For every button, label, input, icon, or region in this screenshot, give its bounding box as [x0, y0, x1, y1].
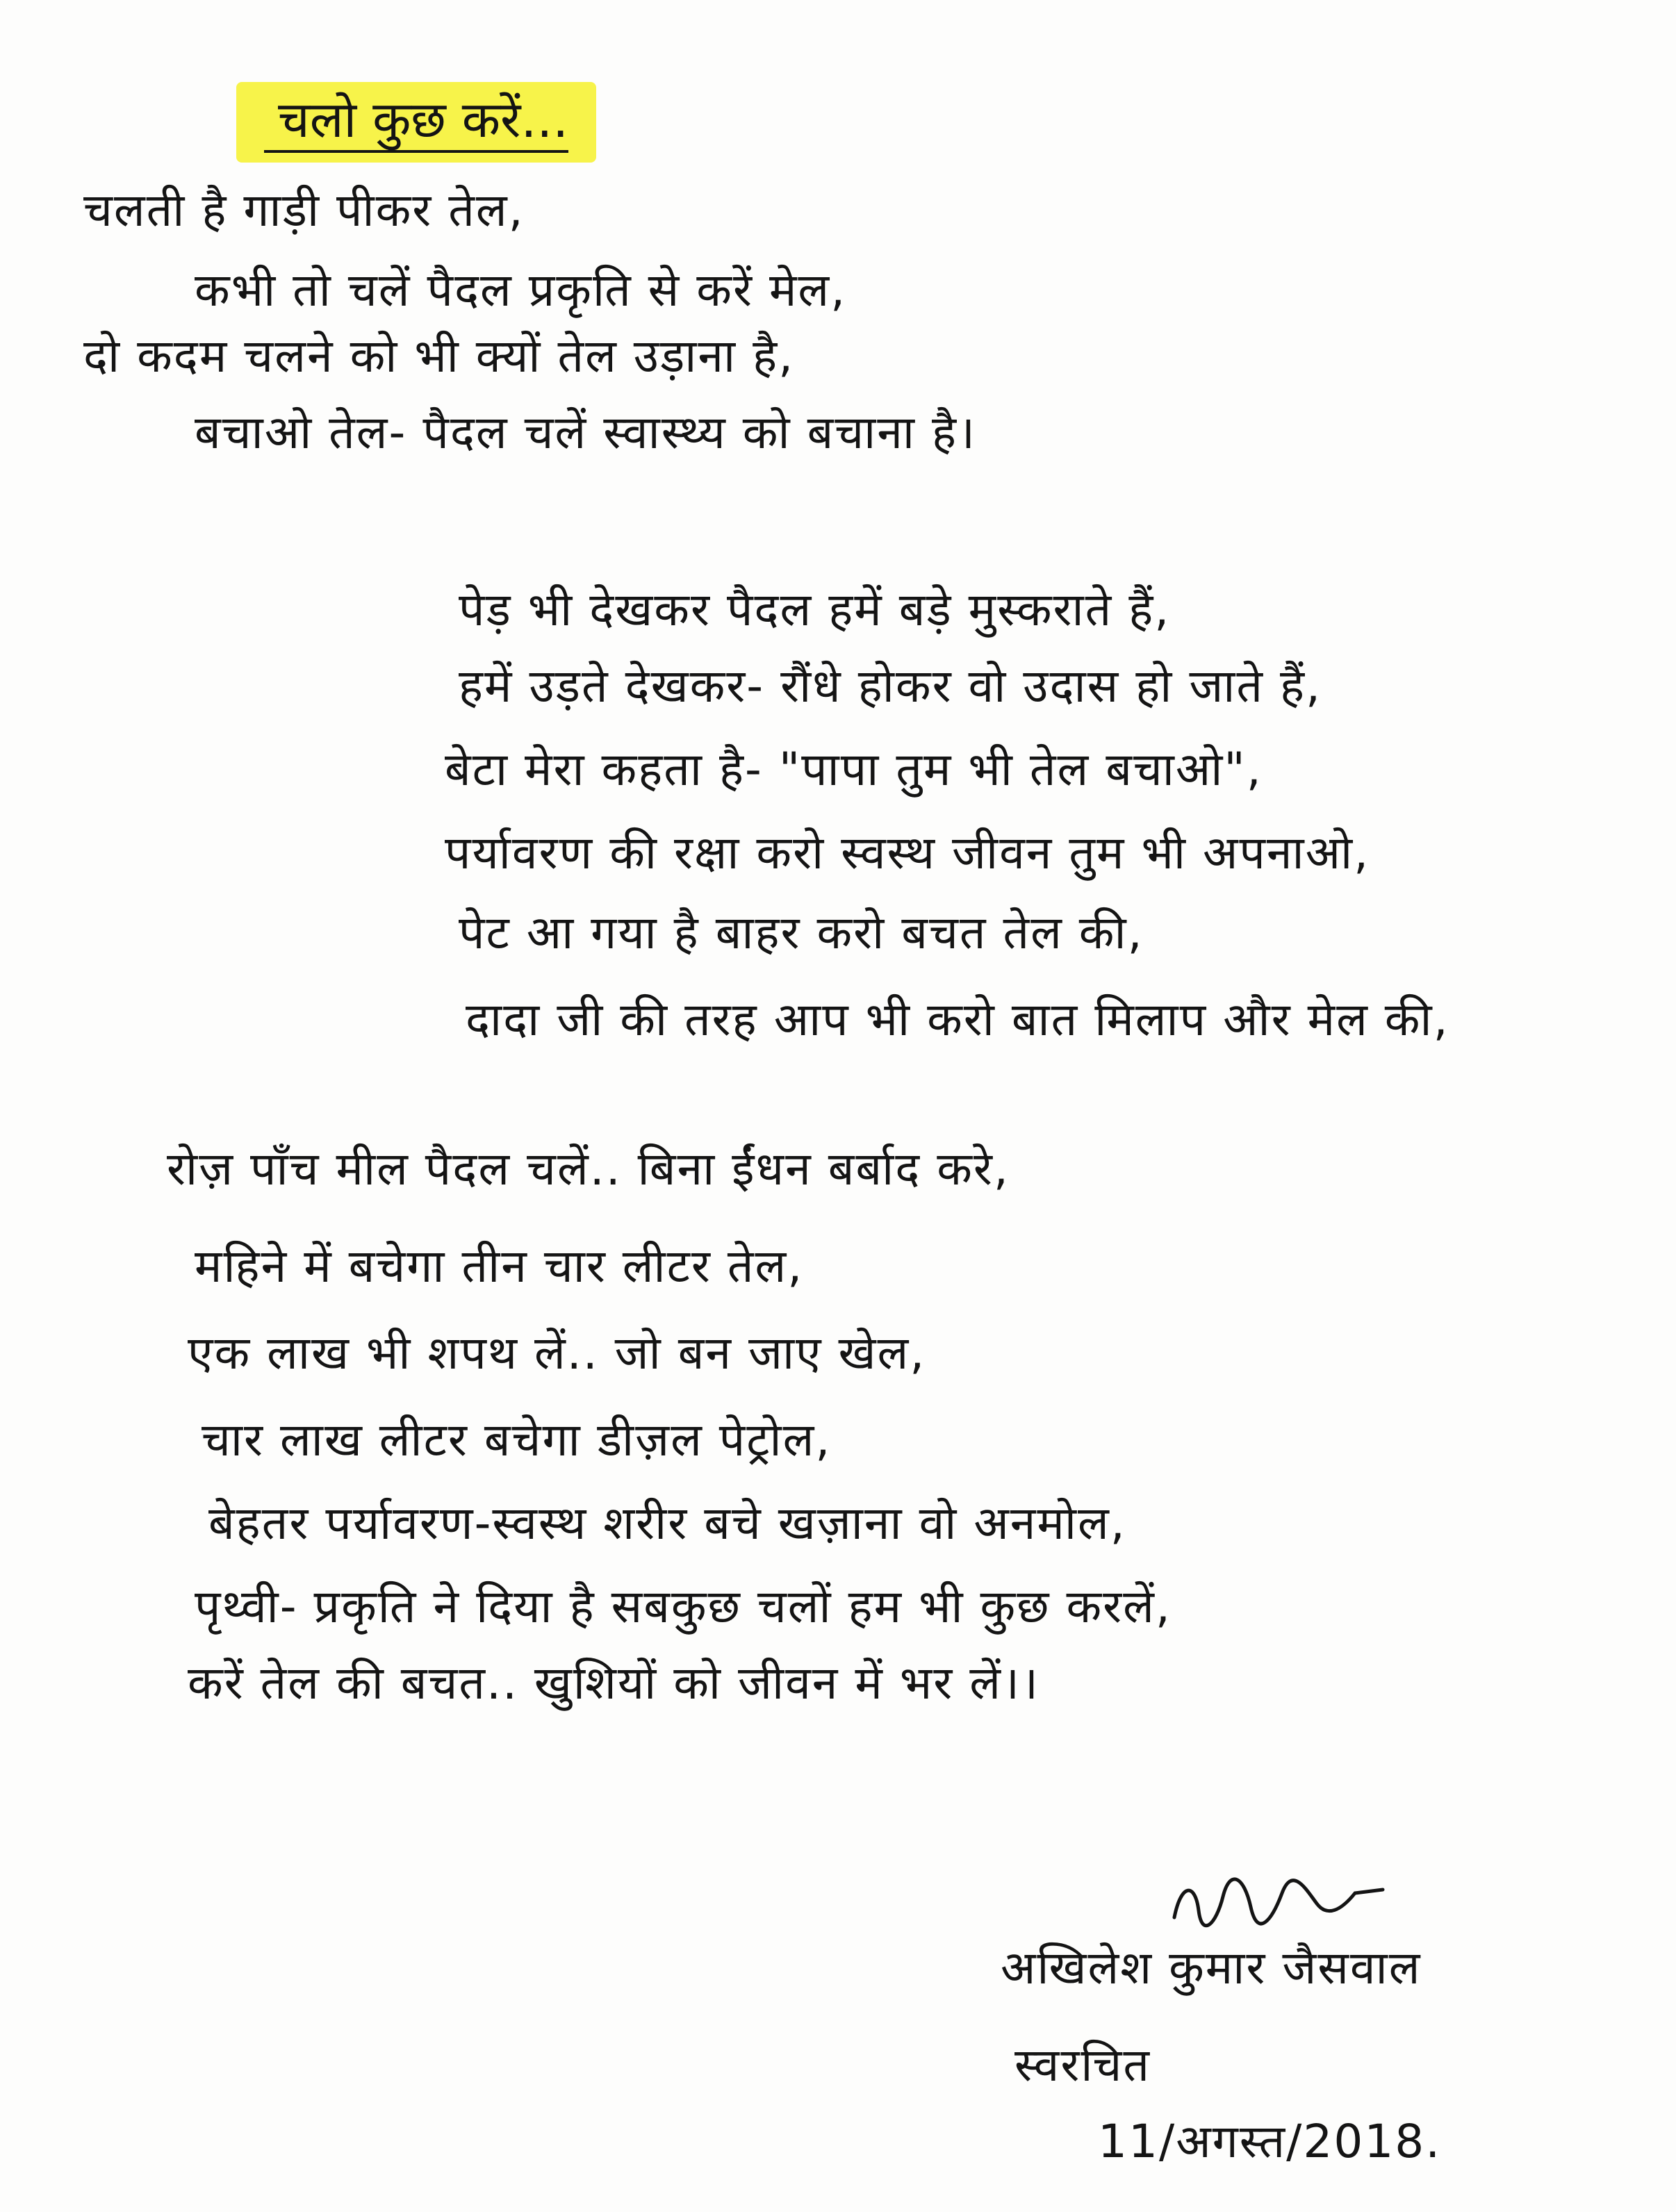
stanza2-line-1: पेड़ भी देखकर पैदल हमें बड़े मुस्कराते हैं, [459, 583, 1171, 636]
stanza3-line-1: रोज़ पाँच मील पैदल चलें.. बिना ईंधन बर्बाद करे, [167, 1142, 1010, 1196]
poem-date: 11/अगस्त/2018. [1098, 2115, 1442, 2168]
stanza1-line-1: चलती है गाड़ी पीकर तेल, [83, 183, 525, 237]
stanza3-line-4: चार लाख लीटर बचेगा डीज़ल पेट्रोल, [202, 1413, 832, 1467]
stanza2-line-4: पर्यावरण की रक्षा करो स्वस्थ जीवन तुम भी अपनाओ, [445, 826, 1370, 880]
signature-scribble [1167, 1869, 1390, 1931]
stanza3-line-5: बेहतर पर्यावरण-स्वस्थ शरीर बचे खज़ाना वो अनमोल, [208, 1496, 1126, 1550]
stanza2-line-6: दादा जी की तरह आप भी करो बात मिलाप और मेल की, [466, 993, 1449, 1046]
stanza1-line-4: बचाओ तेल- पैदल चलें स्वास्थ्य को बचाना है। [195, 406, 977, 459]
stanza1-line-3: दो कदम चलने को भी क्यों तेल उड़ाना है, [83, 329, 795, 383]
stanza3-line-2: महिने में बचेगा तीन चार लीटर तेल, [195, 1239, 804, 1293]
author-name: अखिलेश कुमार जैसवाल [1001, 1941, 1422, 1995]
author-note: स्वरचित [1014, 2038, 1151, 2092]
stanza2-line-5: पेट आ गया है बाहर करो बचत तेल की, [459, 906, 1144, 959]
stanza2-line-3: बेटा मेरा कहता है- "पापा तुम भी तेल बचाओ", [445, 743, 1263, 796]
stanza3-line-3: एक लाख भी शपथ लें.. जो बन जाए खेल, [188, 1326, 926, 1380]
poem-title: चलो कुछ करें... [236, 82, 596, 163]
stanza2-line-2: हमें उड़ते देखकर- रौंधे होकर वो उदास हो जाते हैं, [459, 659, 1322, 713]
stanza1-line-2: कभी तो चलें पैदल प्रकृति से करें मेल, [195, 263, 847, 317]
stanza3-line-6: पृथ्वी- प्रकृति ने दिया है सबकुछ चलों हम भी कुछ करलें, [195, 1580, 1172, 1633]
stanza3-line-7: करें तेल की बचत.. खुशियों को जीवन में भर लें।। [188, 1656, 1040, 1710]
